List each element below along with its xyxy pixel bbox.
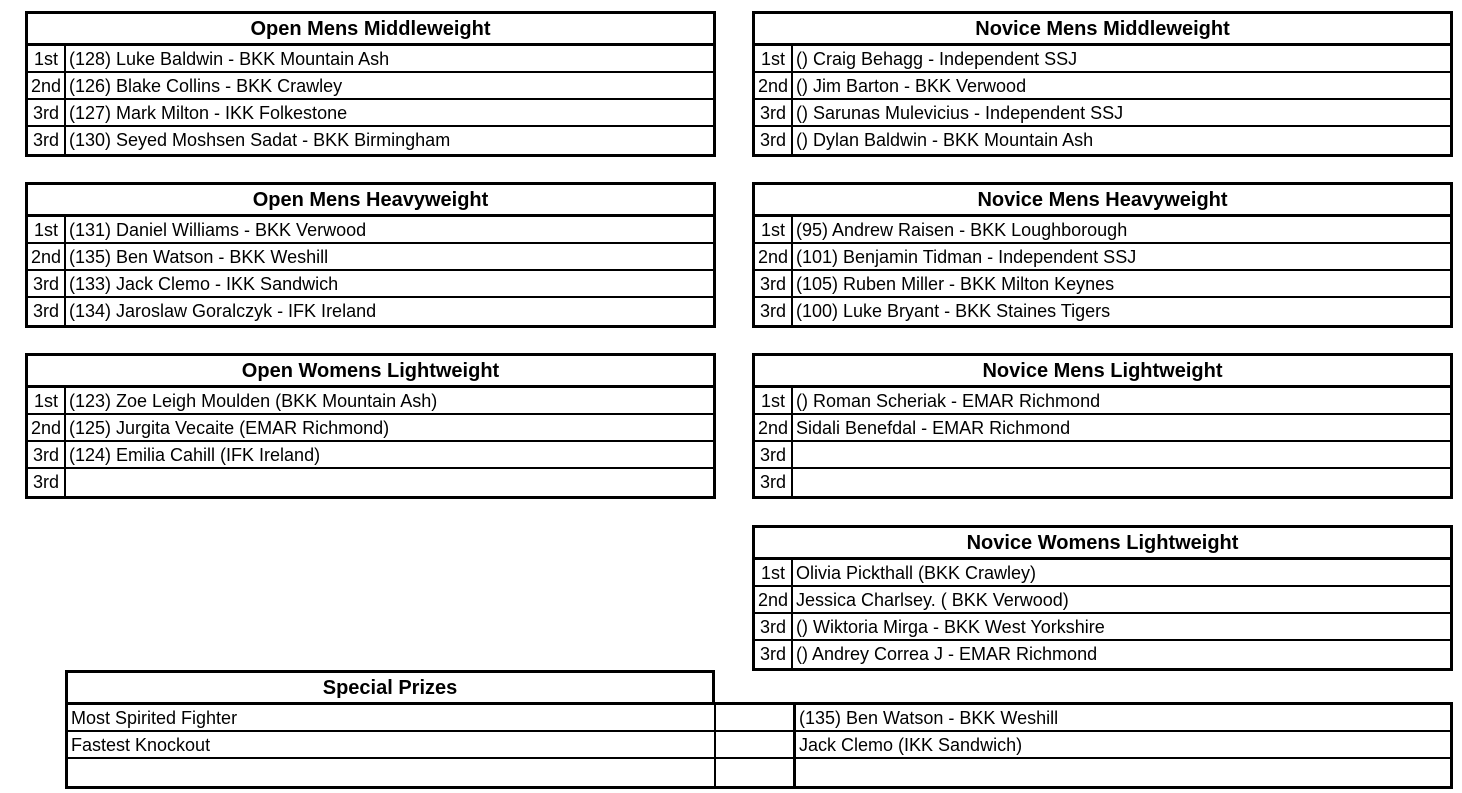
- competitor-entry: (131) Daniel Williams - BKK Verwood: [69, 220, 367, 240]
- result-row: [755, 46, 1450, 73]
- result-row: [28, 388, 713, 415]
- result-row: [755, 100, 1450, 127]
- competitor-entry: (101) Benjamin Tidman - Independent SSJ: [796, 247, 1137, 267]
- competitor-entry: (134) Jaroslaw Goralczyk - IFK Ireland: [69, 301, 377, 321]
- result-row: [755, 442, 1450, 469]
- result-row: [755, 614, 1450, 641]
- special-prize-winner: (135) Ben Watson - BKK Weshill: [799, 708, 1059, 728]
- place-label: 3rd: [755, 127, 793, 154]
- special-prize-award: [68, 759, 716, 786]
- place-label: 3rd: [755, 271, 793, 296]
- special-prize-row: [68, 705, 1450, 732]
- special-prize-spacer: [716, 732, 796, 757]
- results-table: [752, 525, 1453, 671]
- place-label: 3rd: [28, 298, 66, 325]
- place-label: 3rd: [28, 469, 66, 496]
- result-row: [755, 469, 1450, 496]
- place-label: 3rd: [28, 100, 66, 125]
- competitor-entry: () Sarunas Mulevicius - Independent SSJ: [796, 103, 1124, 123]
- results-table: [25, 353, 716, 499]
- special-prize-award: Most Spirited Fighter: [68, 705, 716, 730]
- result-row: [755, 127, 1450, 154]
- result-row: [28, 415, 713, 442]
- result-row: [28, 271, 713, 298]
- place-label: 1st: [755, 46, 793, 71]
- place-label: 2nd: [755, 73, 793, 98]
- place-label: 3rd: [755, 100, 793, 125]
- place-label: 2nd: [755, 244, 793, 269]
- competitor-entry: () Jim Barton - BKK Verwood: [796, 76, 1027, 96]
- result-row: [28, 127, 713, 154]
- result-row: [755, 271, 1450, 298]
- place-label: 1st: [28, 46, 66, 71]
- place-label: 1st: [28, 388, 66, 413]
- category-title: Novice Womens Lightweight: [755, 528, 1450, 560]
- category-title: Novice Mens Lightweight: [755, 356, 1450, 388]
- competitor-entry: Sidali Benefdal - EMAR Richmond: [796, 418, 1071, 438]
- result-row: [755, 388, 1450, 415]
- place-label: 1st: [755, 217, 793, 242]
- special-prize-award: Fastest Knockout: [68, 732, 716, 757]
- competitor-entry: (105) Ruben Miller - BKK Milton Keynes: [796, 274, 1115, 294]
- competitor-entry: () Roman Scheriak - EMAR Richmond: [796, 391, 1101, 411]
- special-prizes-table: [65, 702, 1453, 789]
- place-label: 3rd: [755, 298, 793, 325]
- results-table: [752, 353, 1453, 499]
- competitor-entry: (133) Jack Clemo - IKK Sandwich: [69, 274, 339, 294]
- competitor-entry: [793, 442, 1450, 467]
- category-title: Novice Mens Heavyweight: [755, 185, 1450, 217]
- result-row: [755, 73, 1450, 100]
- results-table: [25, 182, 716, 328]
- place-label: 3rd: [755, 614, 793, 639]
- competitor-entry: () Andrey Correa J - EMAR Richmond: [796, 644, 1098, 664]
- place-label: 3rd: [755, 641, 793, 668]
- results-table: [25, 11, 716, 157]
- competitor-entry: [793, 469, 1450, 496]
- place-label: 1st: [28, 217, 66, 242]
- results-table: [752, 182, 1453, 328]
- place-label: 2nd: [28, 415, 66, 440]
- results-table: [752, 11, 1453, 157]
- place-label: 2nd: [755, 587, 793, 612]
- result-row: [28, 469, 713, 496]
- competitor-entry: [66, 469, 713, 496]
- result-row: [755, 415, 1450, 442]
- place-label: 2nd: [755, 415, 793, 440]
- result-row: [28, 100, 713, 127]
- place-label: 3rd: [755, 469, 793, 496]
- result-row: [755, 641, 1450, 668]
- result-row: [28, 217, 713, 244]
- special-prize-row: [68, 732, 1450, 759]
- result-row: [28, 46, 713, 73]
- competitor-entry: (128) Luke Baldwin - BKK Mountain Ash: [69, 49, 390, 69]
- result-row: [28, 442, 713, 469]
- special-prize-winner: [796, 759, 1450, 786]
- competitor-entry: (124) Emilia Cahill (IFK Ireland): [69, 445, 321, 465]
- result-row: [28, 73, 713, 100]
- special-prize-spacer: [716, 759, 796, 786]
- competitor-entry: (100) Luke Bryant - BKK Staines Tigers: [796, 301, 1111, 321]
- place-label: 2nd: [28, 73, 66, 98]
- competitor-entry: () Wiktoria Mirga - BKK West Yorkshire: [796, 617, 1105, 637]
- special-prize-spacer: [716, 705, 796, 730]
- competitor-entry: (127) Mark Milton - IKK Folkestone: [69, 103, 348, 123]
- result-row: [755, 298, 1450, 325]
- category-title: Open Womens Lightweight: [28, 356, 713, 388]
- special-prize-winner: Jack Clemo (IKK Sandwich): [799, 735, 1023, 755]
- result-row: [755, 217, 1450, 244]
- place-label: 3rd: [28, 271, 66, 296]
- special-prizes-title: Special Prizes: [65, 670, 715, 702]
- result-row: [755, 587, 1450, 614]
- category-title: Open Mens Heavyweight: [28, 185, 713, 217]
- place-label: 3rd: [28, 127, 66, 154]
- place-label: 1st: [755, 388, 793, 413]
- place-label: 3rd: [755, 442, 793, 467]
- result-row: [755, 560, 1450, 587]
- place-label: 2nd: [28, 244, 66, 269]
- competitor-entry: (135) Ben Watson - BKK Weshill: [69, 247, 329, 267]
- competitor-entry: (125) Jurgita Vecaite (EMAR Richmond): [69, 418, 390, 438]
- place-label: 3rd: [28, 442, 66, 467]
- category-title: Open Mens Middleweight: [28, 14, 713, 46]
- competitor-entry: (95) Andrew Raisen - BKK Loughborough: [796, 220, 1128, 240]
- result-row: [755, 244, 1450, 271]
- competitor-entry: () Craig Behagg - Independent SSJ: [796, 49, 1078, 69]
- competitor-entry: Jessica Charlsey. ( BKK Verwood): [796, 590, 1069, 610]
- result-row: [28, 244, 713, 271]
- competitor-entry: () Dylan Baldwin - BKK Mountain Ash: [796, 130, 1094, 150]
- place-label: 1st: [755, 560, 793, 585]
- competitor-entry: (126) Blake Collins - BKK Crawley: [69, 76, 343, 96]
- category-title: Novice Mens Middleweight: [755, 14, 1450, 46]
- special-prize-row: [68, 759, 1450, 786]
- competitor-entry: Olivia Pickthall (BKK Crawley): [796, 563, 1037, 583]
- competitor-entry: (130) Seyed Moshsen Sadat - BKK Birmingham: [69, 130, 451, 150]
- result-row: [28, 298, 713, 325]
- competitor-entry: (123) Zoe Leigh Moulden (BKK Mountain Ash): [69, 391, 438, 411]
